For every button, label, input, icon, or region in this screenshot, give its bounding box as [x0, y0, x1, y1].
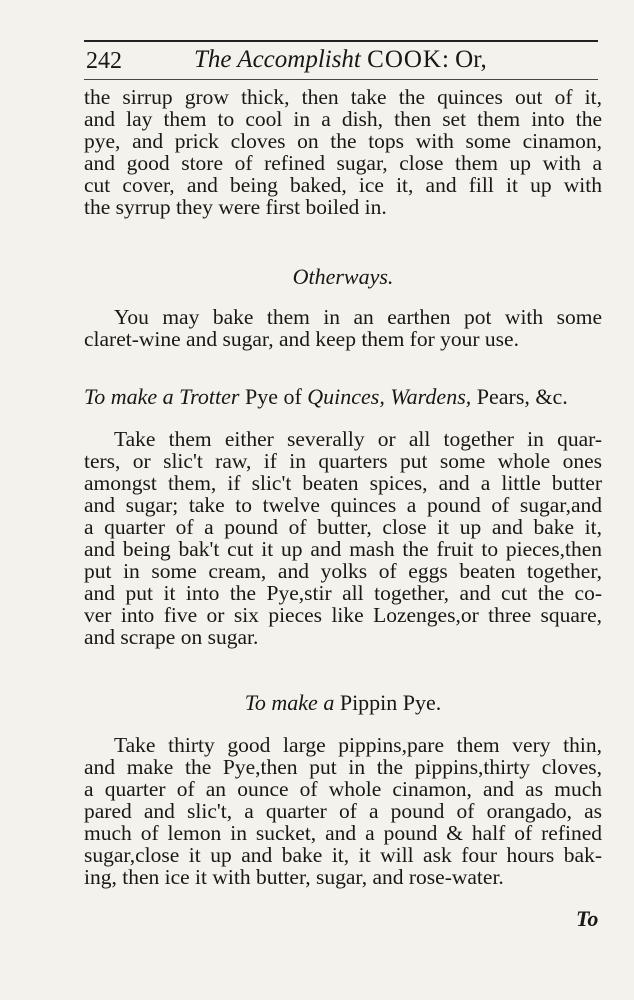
paragraph-otherways	[84, 306, 602, 350]
text-line: the syrrup they were first boiled in.	[84, 195, 387, 219]
text-line: and lay them to cool in a dish, then set them into the	[84, 107, 602, 131]
text-line: sugar,close it up and bake it, it will ask four hours bak-	[84, 843, 602, 867]
heading-otherways: Otherways.	[292, 264, 394, 289]
text-line: the sirrup grow thick, then take the quinces out of it,	[84, 85, 602, 109]
paragraph-quince-pye-continued	[84, 86, 602, 218]
text-line: a quarter of an ounce of whole cinamon, and as much	[84, 777, 602, 801]
text-line: Take thirty good large pippins,pare them very thin,	[114, 733, 602, 757]
text-line: and being bak't cut it up and mash the fruit to pieces,then	[84, 537, 602, 561]
text-line: ver into five or six pieces like Lozenges,or three square,	[84, 603, 602, 627]
running-header	[84, 40, 598, 80]
text-line: put in some cream, and yolks of eggs beaten together,	[84, 559, 602, 583]
catchword: To	[576, 906, 599, 931]
text-line: Take them either severally or all together in quar-	[114, 427, 602, 451]
heading-part: Quinces, Wardens,	[307, 384, 472, 409]
text-line: pye, and prick cloves on the tops with some cinamon,	[84, 129, 602, 153]
text-line: cut cover, and being baked, ice it, and fill it up with	[84, 173, 602, 197]
heading-pippin-pye	[84, 690, 602, 716]
text-line: and good store of refined sugar, close them up with a	[84, 151, 602, 175]
header-rule-top	[84, 40, 598, 42]
running-head-italic: The Accomplisht	[194, 46, 361, 73]
text-line: and sugar; take to twelve quinces a pound of sugar,and	[84, 493, 602, 517]
text-line: a quarter of a pound of butter, close it up and bake it,	[84, 515, 602, 539]
text-line: amongst them, if slic't beaten spices, and a little butter	[84, 471, 602, 495]
heading-part: To make a	[244, 690, 335, 715]
heading-part: Pears, &c.	[476, 384, 568, 409]
text-line: and scrape on sugar.	[84, 625, 259, 649]
text-line: and make the Pye,then put in the pippins,thirty cloves,	[84, 755, 602, 779]
heading-part: Pye of	[244, 384, 302, 409]
paragraph-trotter-pye	[84, 428, 602, 648]
header-rule-bottom	[84, 79, 598, 80]
page-number: 242	[86, 48, 122, 74]
paragraph-pippin-pye	[84, 734, 602, 888]
heading-part: To make a Trotter	[84, 384, 240, 409]
heading-part: Pippin Pye.	[339, 690, 442, 715]
text-line: pared and slic't, a quarter of a pound of orangado, as	[84, 799, 602, 823]
text-line: ing, then ice it with butter, sugar, and rose-water.	[84, 865, 504, 889]
text-line: claret-wine and sugar, and keep them for your use.	[84, 327, 519, 351]
running-head-caps: COOK	[367, 46, 442, 73]
running-head-suffix: : Or,	[441, 46, 487, 73]
text-line: and put it into the Pye,stir all together, and cut the co-	[84, 581, 602, 605]
heading-trotter-pye	[84, 384, 602, 410]
text-line: You may bake them in an earthen pot with some	[114, 305, 602, 329]
text-line: ters, or slic't raw, if in quarters put some whole ones	[84, 449, 602, 473]
text-line: much of lemon in sucket, and a pound & half of refined	[84, 821, 602, 845]
running-head-title	[194, 46, 487, 74]
